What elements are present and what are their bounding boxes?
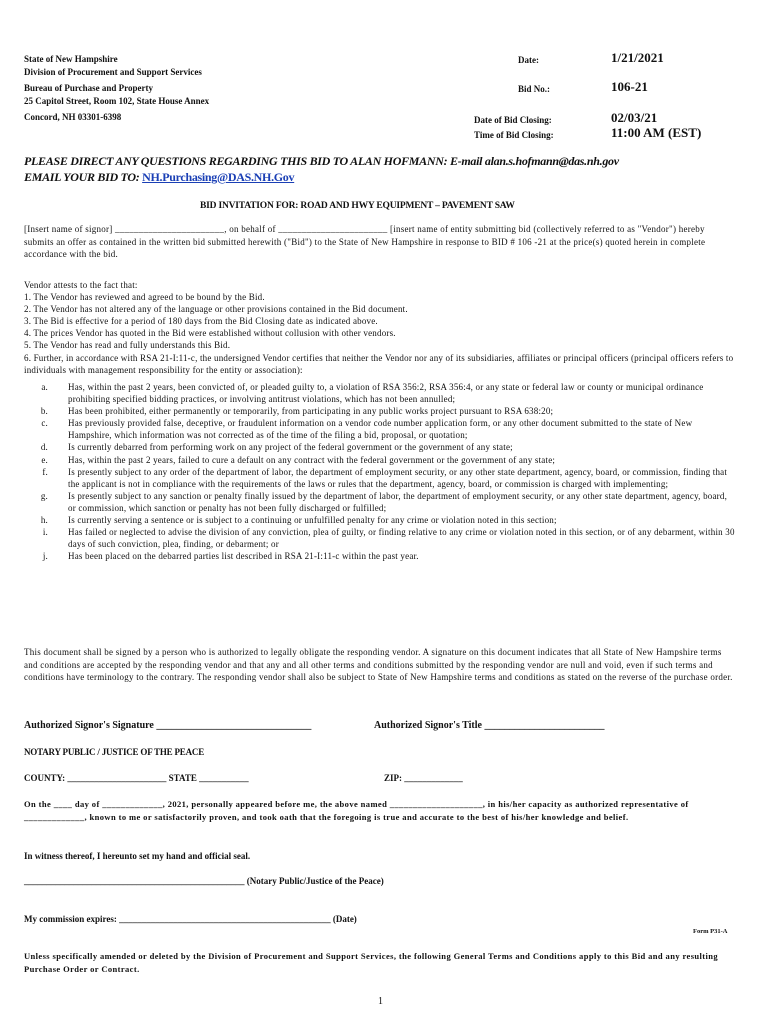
agency-line: Concord, NH 03301-6398	[24, 112, 122, 122]
intro-paragraph: [Insert name of signor] _______________________, on behalf of _______________________ [insert name of entity submitting bid (collectively referred to as "Vendor") hereby submits an offer as contained in the written bid submitted herewith ("Bid") to the State of New Hampshire in response to BID # 106 -21 at the price(s) quoted herein in complete accordance with the bid.	[24, 224, 706, 259]
closing-date-value: 02/03/21	[611, 110, 658, 125]
form-id: Form P31-A	[693, 928, 728, 935]
purchasing-email-link[interactable]: NH.Purchasing@DAS.NH.Gov	[142, 170, 295, 184]
subitem-i: i. Has failed or neglected to advise the division of any conviction, plea of guilty, or finding relative to any crime or violation noted in this section, or of any debarment, within 30 days of such conviction, plea, finding, or debarment; or	[42, 527, 735, 550]
closing-time-value: 11:00 AM (EST)	[611, 125, 702, 140]
subitem-h: h. Is currently serving a sentence or is subject to a continuing or unfulfilled penalty for any crime or violation noted in this section;	[40, 515, 557, 526]
subitem-f: f. Is presently subject to any order of the department of labor, the department of employment security, or any other state department, agency, board, or commission, finding that the applicant is not in compliance with the requirements of the laws or rules that the department, agency, board, or commission is charged with implementing;	[42, 466, 728, 489]
zip-field[interactable]: ZIP: _____________	[384, 773, 463, 783]
agency-line: Bureau of Purchase and Property	[24, 83, 154, 93]
agency-line: 25 Capitol Street, Room 102, State House Annex	[24, 95, 210, 106]
notary-signature-field[interactable]: _________________________________________________ (Notary Public/Justice of the Peace)	[24, 876, 384, 886]
closing-paragraph: Unless specifically amended or deleted by the Division of Procurement and Support Services, the following General Terms and Conditions apply to this Bid and any resulting Purchase Order or Contract.	[24, 951, 719, 974]
subitem-b: b. Has been prohibited, either permanently or temporarily, from participating in any public works project pursuant to RSA 638:20;	[40, 406, 554, 417]
county-state-field[interactable]: COUNTY: ______________________ STATE ___________	[24, 773, 249, 783]
attests-heading: Vendor attests to the fact that:	[24, 280, 138, 290]
date-label: Date:	[518, 55, 539, 65]
bid-no-label: Bid No.:	[518, 84, 551, 94]
closing-date-label: Date of Bid Closing:	[474, 115, 552, 125]
closing-time-label: Time of Bid Closing:	[474, 130, 554, 140]
notary-heading: NOTARY PUBLIC / JUSTICE OF THE PEACE	[24, 747, 205, 757]
subitem-d: d. Is currently debarred from performing work on any project of the federal government or the government of any state;	[40, 442, 513, 453]
agency-line: Division of Procurement and Support Services	[24, 66, 202, 77]
appeared-paragraph: On the ____ day of _____________, 2021, personally appeared before me, the above named ____________________, in his/her capacity as authorized representative of _____________, known to me or satisfactorily proven, and took oath that the foregoing is true and accurate to the best of his/her knowledge and belief.	[24, 799, 689, 822]
subitem-a: a. Has, within the past 2 years, been convicted of, or pleaded guilty to, a violation of RSA 356:2, RSA 356:4, or any state or federal law or county or municipal ordinance prohibiting specified bidding practices, or involving antitrust violations, which has not been annulled;	[41, 382, 704, 405]
agency-line: State of New Hampshire	[24, 54, 118, 64]
subitem-e: e. Has, within the past 2 years, failed to cure a default on any contract with the federal government or the government of any state;	[41, 454, 556, 465]
subitem-j: j. Has been placed on the debarred parties list described in RSA 21-I:11-c within the past year.	[42, 551, 419, 562]
attest-item: 1. The Vendor has reviewed and agreed to be bound by the Bid.	[24, 292, 265, 303]
witness-statement: In witness thereof, I hereunto set my hand and official seal.	[24, 851, 251, 861]
attest-item: 2. The Vendor has not altered any of the language or other provisions contained in the Bid document.	[24, 304, 408, 315]
vendor-attests-list	[24, 279, 736, 376]
questions-directive: PLEASE DIRECT ANY QUESTIONS REGARDING THIS BID TO ALAN HOFMANN: E-mail alan.s.hofmann@das.nh.gov	[24, 154, 619, 168]
certification-subitems	[24, 381, 736, 562]
signor-signature-field[interactable]: Authorized Signor's Signature _______________________________	[24, 720, 312, 731]
signing-paragraph: This document shall be signed by a person who is authorized to legally obligate the responding vendor. A signature on this document indicates that all State of New Hampshire terms and conditions are accepted by the responding vendor and that any and all other terms and conditions submitted by the responding vendor are null and void, even if such terms and conditions have terminology to the contrary. The responding vendor shall also be subject to State of New Hampshire terms and conditions as stated on the reverse of the purchase order.	[24, 647, 733, 682]
subitem-g: g. Is presently subject to any sanction or penalty finally issued by the department of labor, the department of employment security, or any other state department, agency, board, or commission, which sanction or penalty has not been fully discharged or fulfilled;	[40, 490, 728, 513]
email-directive-label: EMAIL YOUR BID TO:	[24, 170, 143, 184]
agency-address	[24, 53, 209, 124]
subitem-c: c. Has previously provided false, deceptive, or fraudulent information on a vendor code number application form, or any other document submitted to the state of New Hampshire, which information was not corrected as of the time of the filing a bid, proposal, or quotation;	[41, 418, 693, 441]
date-value: 1/21/2021	[611, 50, 664, 65]
page-number: 1	[378, 996, 383, 1007]
signor-title-field[interactable]: Authorized Signor's Title ________________________	[374, 720, 605, 731]
bid-invitation-title: BID INVITATION FOR: ROAD AND HWY EQUIPMENT – PAVEMENT SAW	[200, 201, 515, 211]
commission-expires-field[interactable]: My commission expires: _______________________________________________ (Date)	[24, 914, 357, 924]
attest-item: 4. The prices Vendor has quoted in the Bid were established without collusion with other vendors.	[24, 328, 396, 339]
email-directive	[24, 170, 294, 185]
attest-item: 6. Further, in accordance with RSA 21-I:11-c, the undersigned Vendor certifies that neither the Vendor nor any of its subsidiaries, affiliates or principal officers (principal officers refers to individuals with management responsibility for the entity or association):	[24, 352, 734, 375]
attest-item: 3. The Bid is effective for a period of 180 days from the Bid Closing date as indicated above.	[24, 316, 378, 327]
attest-item: 5. The Vendor has read and fully understands this Bid.	[24, 340, 231, 351]
bid-no-value: 106-21	[611, 79, 648, 94]
